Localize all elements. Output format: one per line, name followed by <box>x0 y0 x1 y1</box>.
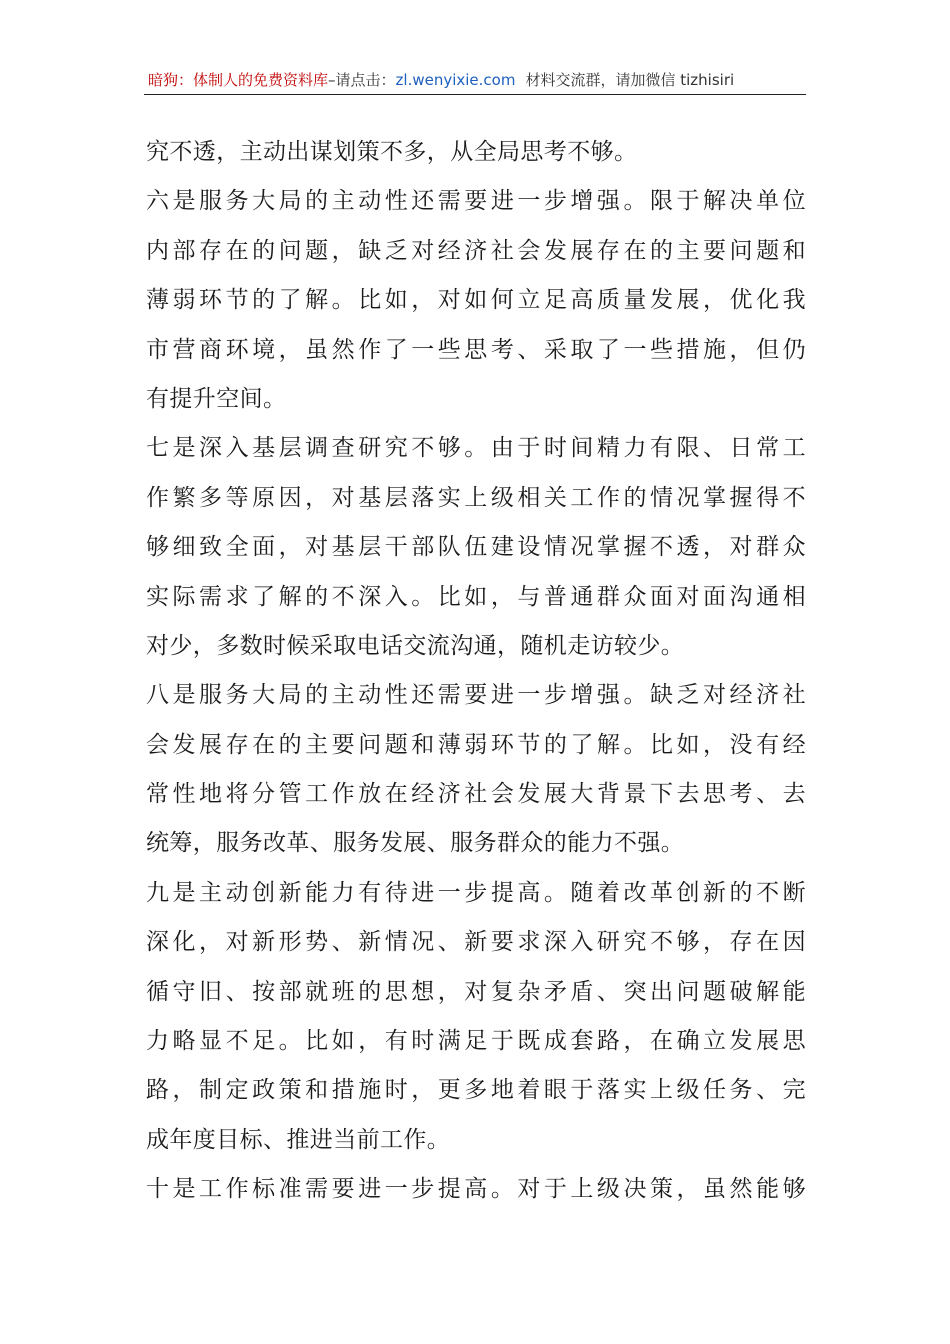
text-line: 力略显不足。比如，有时满足于既成套路，在确立发展思 <box>146 1028 806 1055</box>
text-line: 究不透，主动出谋划策不多，从全局思考不够。 <box>146 139 638 165</box>
text-line: 深化，对新形势、新情况、新要求深入研究不够，存在因 <box>146 929 806 956</box>
page-header <box>148 70 806 94</box>
text-line: 够细致全面，对基层干部队伍建设情况掌握不透，对群众 <box>146 534 806 561</box>
text-line: 七是深入基层调查研究不够。由于时间精力有限、日常工 <box>146 435 806 462</box>
text-line: 九是主动创新能力有待进一步提高。随着改革创新的不断 <box>146 879 806 906</box>
text-line: 成年度目标、推进当前工作。 <box>146 1126 451 1153</box>
header-divider <box>144 94 806 95</box>
text-line: 六是服务大局的主动性还需要进一步增强。限于解决单位 <box>146 188 806 215</box>
text-line: 循守旧、按部就班的思想，对复杂矛盾、突出问题破解能 <box>146 978 806 1005</box>
text-line: 薄弱环节的了解。比如，对如何立足高质量发展，优化我 <box>146 287 806 314</box>
text-line: 作繁多等原因，对基层落实上级相关工作的情况掌握得不 <box>146 484 806 511</box>
text-line: 对少，多数时候采取电话交流沟通，随机走访较少。 <box>146 632 685 659</box>
header-click-label: –请点击： <box>328 71 396 89</box>
header-group-label: 材料交流群，请加微信 tizhisiri <box>525 71 735 89</box>
text-line: 十是工作标准需要进一步提高。对于上级决策，虽然能够 <box>146 1176 806 1203</box>
text-line: 内部存在的问题，缺乏对经济社会发展存在的主要问题和 <box>146 237 806 264</box>
text-line: 统筹，服务改革、服务发展、服务群众的能力不强。 <box>146 830 685 857</box>
text-line: 市营商环境，虽然作了一些思考、采取了一些措施，但仍 <box>146 336 806 363</box>
text-line: 会发展存在的主要问题和薄弱环节的了解。比如，没有经 <box>146 731 806 758</box>
text-line: 路，制定政策和措施时，更多地着眼于落实上级任务、完 <box>146 1077 806 1104</box>
text-line: 有提升空间。 <box>146 385 287 412</box>
text-line: 八是服务大局的主动性还需要进一步增强。缺乏对经济社 <box>146 682 806 709</box>
document-body <box>146 128 806 1215</box>
header-url-link[interactable]: zl.wenyixie.com <box>395 71 516 89</box>
text-line: 常性地将分管工作放在经济社会发展大背景下去思考、去 <box>146 781 806 808</box>
header-site-label: 暗狗：体制人的免费资料库 <box>148 71 329 89</box>
text-line: 实际需求了解的不深入。比如，与普通群众面对面沟通相 <box>146 583 806 610</box>
